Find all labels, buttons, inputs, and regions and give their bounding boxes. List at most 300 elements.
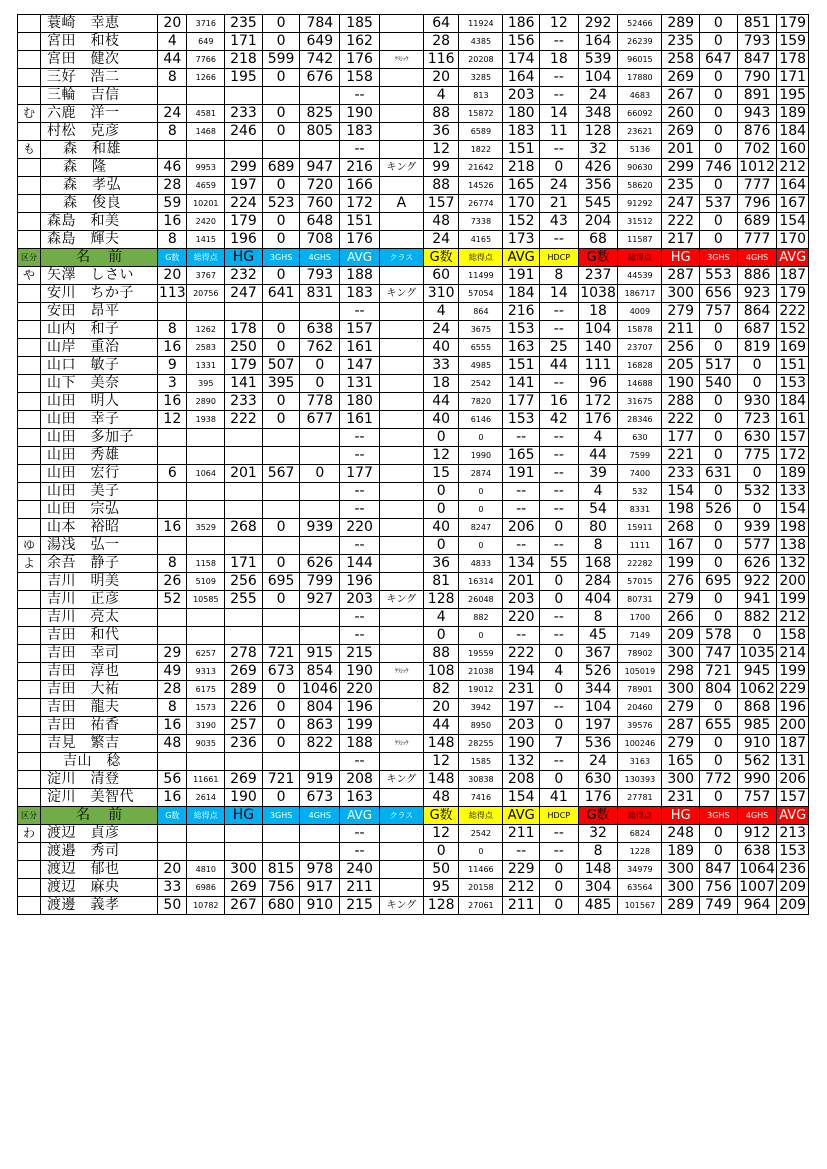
cell-3g-high-series <box>262 87 300 105</box>
cell-total-pins: 10585 <box>187 591 225 609</box>
cell-high-game-3: 235 <box>662 177 700 195</box>
cell-kana <box>18 357 41 375</box>
cell-high-game-3: 222 <box>662 411 700 429</box>
cell-games-3: 80 <box>578 519 618 537</box>
cell-4g-high-series <box>300 537 340 555</box>
cell-high-game-3: 287 <box>662 717 700 735</box>
cell-handicap: -- <box>539 609 578 627</box>
header-games-3: G数 <box>578 249 618 267</box>
cell-games-3: 197 <box>578 717 618 735</box>
cell-average-3: 198 <box>777 519 809 537</box>
cell-class: キング <box>379 771 423 789</box>
cell-class: キング <box>379 285 423 303</box>
cell-handicap: 44 <box>539 357 578 375</box>
cell-total-pins <box>187 483 225 501</box>
cell-games-2: 95 <box>423 879 459 897</box>
cell-handicap: 14 <box>539 285 578 303</box>
cell-3g-high-series: 523 <box>262 195 300 213</box>
cell-games-3: 8 <box>578 537 618 555</box>
cell-class <box>379 429 423 447</box>
cell-high-game <box>225 141 263 159</box>
cell-average-2: 194 <box>503 663 540 681</box>
cell-class <box>379 879 423 897</box>
header-games-2: G数 <box>423 807 459 825</box>
header-3ghs: 3GHS <box>262 807 300 825</box>
cell-kana <box>18 771 41 789</box>
cell-handicap: -- <box>539 825 578 843</box>
cell-high-game <box>225 627 263 645</box>
cell-kana: も <box>18 141 41 159</box>
cell-4g-high-series: 910 <box>300 897 340 915</box>
table-row <box>18 663 809 681</box>
cell-3g-high-series-3: 0 <box>700 483 738 501</box>
cell-total-pins: 649 <box>187 33 225 51</box>
cell-total-pins-3: 105019 <box>618 663 662 681</box>
cell-kana <box>18 609 41 627</box>
cell-3g-high-series <box>262 447 300 465</box>
cell-high-game-3: 300 <box>662 861 700 879</box>
cell-player-name: 山田 美子 <box>41 483 158 501</box>
cell-handicap: -- <box>539 465 578 483</box>
cell-total-pins-2: 1585 <box>459 753 503 771</box>
cell-average: 188 <box>340 735 380 753</box>
header-avg-3: AVG <box>777 249 809 267</box>
cell-total-pins-2: 27061 <box>459 897 503 915</box>
cell-games-3: 176 <box>578 411 618 429</box>
cell-average-2: 203 <box>503 87 540 105</box>
table-row <box>18 465 809 483</box>
cell-handicap: 8 <box>539 267 578 285</box>
cell-kana: ゆ <box>18 537 41 555</box>
cell-high-game: 300 <box>225 861 263 879</box>
cell-average: 183 <box>340 123 380 141</box>
cell-4g-high-series-3: 819 <box>737 339 777 357</box>
cell-handicap: -- <box>539 33 578 51</box>
cell-kana <box>18 195 41 213</box>
cell-average-2: 184 <box>503 285 540 303</box>
score-sheet <box>17 14 809 915</box>
cell-games: 50 <box>158 897 187 915</box>
cell-handicap: -- <box>539 627 578 645</box>
cell-3g-high-series: 0 <box>262 105 300 123</box>
cell-total-pins-3: 91292 <box>618 195 662 213</box>
cell-total-pins-2: 4985 <box>459 357 503 375</box>
cell-kana <box>18 393 41 411</box>
cell-total-pins-2: 14526 <box>459 177 503 195</box>
cell-total-pins-2: 3675 <box>459 321 503 339</box>
cell-games-3: 18 <box>578 303 618 321</box>
cell-average: -- <box>340 825 380 843</box>
cell-kana <box>18 177 41 195</box>
cell-3g-high-series-3: 0 <box>700 321 738 339</box>
cell-class: A <box>379 195 423 213</box>
cell-4g-high-series: 673 <box>300 789 340 807</box>
cell-kana <box>18 411 41 429</box>
cell-total-pins <box>187 843 225 861</box>
cell-games: 12 <box>158 411 187 429</box>
header-avg-2: AVG <box>503 249 540 267</box>
cell-kana <box>18 33 41 51</box>
cell-games-2: 81 <box>423 573 459 591</box>
cell-average-3: 158 <box>777 627 809 645</box>
cell-high-game: 171 <box>225 33 263 51</box>
cell-high-game-3: 300 <box>662 285 700 303</box>
cell-high-game-3: 279 <box>662 591 700 609</box>
cell-games: 16 <box>158 519 187 537</box>
cell-class <box>379 483 423 501</box>
cell-total-pins-2: 3285 <box>459 69 503 87</box>
cell-average-3: 196 <box>777 699 809 717</box>
cell-class <box>379 825 423 843</box>
cell-class <box>379 645 423 663</box>
table-row <box>18 717 809 735</box>
table-row <box>18 447 809 465</box>
cell-average-3: 159 <box>777 33 809 51</box>
cell-average-3: 209 <box>777 879 809 897</box>
cell-average: 190 <box>340 105 380 123</box>
cell-4g-high-series: 676 <box>300 69 340 87</box>
cell-4g-high-series: 760 <box>300 195 340 213</box>
cell-total-pins-3: 7599 <box>618 447 662 465</box>
cell-handicap: 0 <box>539 681 578 699</box>
cell-3g-high-series-3: 746 <box>700 159 738 177</box>
cell-total-pins <box>187 141 225 159</box>
cell-4g-high-series-3: 562 <box>737 753 777 771</box>
cell-kana <box>18 447 41 465</box>
cell-total-pins-3: 14688 <box>618 375 662 393</box>
cell-average-3: 169 <box>777 339 809 357</box>
cell-games-2: 24 <box>423 231 459 249</box>
cell-average-2: 220 <box>503 609 540 627</box>
cell-handicap: 0 <box>539 645 578 663</box>
cell-total-pins-3: 8331 <box>618 501 662 519</box>
cell-handicap: 24 <box>539 177 578 195</box>
cell-player-name: 三好 浩二 <box>41 69 158 87</box>
cell-3g-high-series <box>262 627 300 645</box>
cell-4g-high-series-3: 689 <box>737 213 777 231</box>
cell-kana <box>18 753 41 771</box>
table-row <box>18 771 809 789</box>
cell-games-2: 82 <box>423 681 459 699</box>
cell-average: 166 <box>340 177 380 195</box>
cell-4g-high-series-3: 626 <box>737 555 777 573</box>
cell-total-pins-2: 4833 <box>459 555 503 573</box>
cell-player-name: 山田 秀雄 <box>41 447 158 465</box>
table-row <box>18 177 809 195</box>
cell-3g-high-series-3: 631 <box>700 465 738 483</box>
cell-class <box>379 519 423 537</box>
cell-class <box>379 555 423 573</box>
cell-3g-high-series: 756 <box>262 879 300 897</box>
cell-average-2: 201 <box>503 573 540 591</box>
cell-total-pins-2: 21038 <box>459 663 503 681</box>
header-games-3: G数 <box>578 807 618 825</box>
cell-high-game <box>225 537 263 555</box>
cell-total-pins-2: 8247 <box>459 519 503 537</box>
cell-kana <box>18 879 41 897</box>
cell-handicap: -- <box>539 429 578 447</box>
cell-4g-high-series <box>300 825 340 843</box>
cell-total-pins: 2420 <box>187 213 225 231</box>
cell-games-3: 4 <box>578 483 618 501</box>
cell-3g-high-series-3: 0 <box>700 105 738 123</box>
cell-average-2: 222 <box>503 645 540 663</box>
cell-4g-high-series <box>300 843 340 861</box>
cell-3g-high-series-3: 0 <box>700 825 738 843</box>
cell-player-name: 渡辺 郁也 <box>41 861 158 879</box>
cell-high-game: 299 <box>225 159 263 177</box>
cell-handicap: 0 <box>539 879 578 897</box>
cell-games-2: 36 <box>423 123 459 141</box>
cell-average-2: 153 <box>503 321 540 339</box>
cell-total-pins: 1573 <box>187 699 225 717</box>
cell-total-pins: 3767 <box>187 267 225 285</box>
cell-high-game: 267 <box>225 897 263 915</box>
cell-total-pins: 1938 <box>187 411 225 429</box>
cell-kana <box>18 663 41 681</box>
cell-3g-high-series: 0 <box>262 789 300 807</box>
cell-player-name: 余吾 静子 <box>41 555 158 573</box>
cell-handicap: -- <box>539 375 578 393</box>
cell-games-3: 172 <box>578 393 618 411</box>
cell-total-pins-3: 3163 <box>618 753 662 771</box>
cell-average: -- <box>340 609 380 627</box>
cell-3g-high-series-3: 0 <box>700 411 738 429</box>
cell-games: 16 <box>158 393 187 411</box>
cell-high-game-3: 231 <box>662 789 700 807</box>
cell-average-2: 203 <box>503 717 540 735</box>
cell-4g-high-series <box>300 501 340 519</box>
cell-average-2: 132 <box>503 753 540 771</box>
cell-handicap: 12 <box>539 15 578 33</box>
cell-3g-high-series-3: 0 <box>700 69 738 87</box>
cell-total-pins: 7766 <box>187 51 225 69</box>
cell-3g-high-series: 721 <box>262 645 300 663</box>
cell-high-game: 269 <box>225 879 263 897</box>
table-row <box>18 195 809 213</box>
cell-average-2: 151 <box>503 141 540 159</box>
table-row <box>18 789 809 807</box>
cell-average: -- <box>340 87 380 105</box>
cell-handicap: -- <box>539 69 578 87</box>
cell-high-game: 195 <box>225 69 263 87</box>
cell-player-name: 安川 ちか子 <box>41 285 158 303</box>
cell-4g-high-series <box>300 483 340 501</box>
cell-average: 162 <box>340 33 380 51</box>
cell-3g-high-series-3: 656 <box>700 285 738 303</box>
cell-3g-high-series: 0 <box>262 231 300 249</box>
cell-average-2: -- <box>503 483 540 501</box>
cell-kana <box>18 699 41 717</box>
cell-kana <box>18 339 41 357</box>
cell-games-3: 284 <box>578 573 618 591</box>
table-row <box>18 51 809 69</box>
cell-games-3: 485 <box>578 897 618 915</box>
cell-games-2: 24 <box>423 321 459 339</box>
cell-total-pins: 1158 <box>187 555 225 573</box>
cell-average: 163 <box>340 789 380 807</box>
cell-games-3: 8 <box>578 843 618 861</box>
cell-total-pins-2: 11924 <box>459 15 503 33</box>
cell-high-game: 224 <box>225 195 263 213</box>
cell-high-game: 197 <box>225 177 263 195</box>
header-3ghs-3: 3GHS <box>700 249 738 267</box>
cell-games-3: 44 <box>578 447 618 465</box>
cell-high-game-3: 279 <box>662 735 700 753</box>
cell-high-game-3: 258 <box>662 51 700 69</box>
cell-games-2: 12 <box>423 141 459 159</box>
cell-total-pins-2: 2542 <box>459 375 503 393</box>
cell-average: 183 <box>340 285 380 303</box>
cell-average: 211 <box>340 879 380 897</box>
cell-total-pins-2: 4165 <box>459 231 503 249</box>
cell-games-3: 8 <box>578 609 618 627</box>
cell-4g-high-series: 854 <box>300 663 340 681</box>
cell-3g-high-series-3: 747 <box>700 645 738 663</box>
cell-games <box>158 429 187 447</box>
cell-average-2: 141 <box>503 375 540 393</box>
cell-games <box>158 141 187 159</box>
cell-average-2: 183 <box>503 123 540 141</box>
cell-games-3: 356 <box>578 177 618 195</box>
cell-high-game: 190 <box>225 789 263 807</box>
cell-total-pins-3: 17880 <box>618 69 662 87</box>
cell-games-2: 0 <box>423 627 459 645</box>
cell-high-game <box>225 483 263 501</box>
cell-average: 144 <box>340 555 380 573</box>
cell-games-2: 108 <box>423 663 459 681</box>
header-name: 名前 <box>41 807 158 825</box>
cell-total-pins: 6257 <box>187 645 225 663</box>
cell-4g-high-series-3: 985 <box>737 717 777 735</box>
cell-class <box>379 321 423 339</box>
cell-4g-high-series-3: 990 <box>737 771 777 789</box>
cell-high-game: 179 <box>225 357 263 375</box>
cell-high-game <box>225 825 263 843</box>
cell-total-pins <box>187 825 225 843</box>
cell-kana: わ <box>18 825 41 843</box>
cell-3g-high-series-3: 695 <box>700 573 738 591</box>
cell-class <box>379 15 423 33</box>
cell-handicap: -- <box>539 231 578 249</box>
cell-average: 176 <box>340 51 380 69</box>
cell-total-pins-3: 22282 <box>618 555 662 573</box>
cell-player-name: 淀川 清登 <box>41 771 158 789</box>
cell-games <box>158 501 187 519</box>
cell-average: 172 <box>340 195 380 213</box>
cell-total-pins-3: 1111 <box>618 537 662 555</box>
cell-high-game <box>225 609 263 627</box>
cell-average: -- <box>340 627 380 645</box>
cell-games: 24 <box>158 105 187 123</box>
cell-total-pins: 2583 <box>187 339 225 357</box>
cell-games <box>158 609 187 627</box>
cell-average-3: 184 <box>777 123 809 141</box>
cell-3g-high-series <box>262 843 300 861</box>
cell-class <box>379 123 423 141</box>
cell-total-pins-2: 7416 <box>459 789 503 807</box>
cell-total-pins-2: 15872 <box>459 105 503 123</box>
cell-games-2: 0 <box>423 537 459 555</box>
cell-total-pins <box>187 87 225 105</box>
cell-player-name: 山本 裕昭 <box>41 519 158 537</box>
cell-average-2: 211 <box>503 897 540 915</box>
cell-high-game: 250 <box>225 339 263 357</box>
header-3ghs: 3GHS <box>262 249 300 267</box>
cell-games-2: 36 <box>423 555 459 573</box>
cell-4g-high-series-3: 577 <box>737 537 777 555</box>
cell-total-pins-2: 26774 <box>459 195 503 213</box>
cell-games-3: 204 <box>578 213 618 231</box>
cell-3g-high-series <box>262 141 300 159</box>
cell-average-3: 199 <box>777 591 809 609</box>
cell-4g-high-series-3: 638 <box>737 843 777 861</box>
cell-class <box>379 339 423 357</box>
cell-class <box>379 303 423 321</box>
cell-total-pins: 10782 <box>187 897 225 915</box>
cell-kana <box>18 123 41 141</box>
table-row <box>18 555 809 573</box>
cell-total-pins: 1064 <box>187 465 225 483</box>
cell-kana <box>18 321 41 339</box>
cell-handicap: 42 <box>539 411 578 429</box>
cell-class: キング <box>379 897 423 915</box>
cell-3g-high-series-3: 0 <box>700 213 738 231</box>
cell-total-pins-2: 19012 <box>459 681 503 699</box>
cell-total-pins-3: 532 <box>618 483 662 501</box>
cell-games-2: 40 <box>423 339 459 357</box>
cell-average-2: 191 <box>503 267 540 285</box>
header-total: 総得点 <box>187 249 225 267</box>
cell-3g-high-series-3: 526 <box>700 501 738 519</box>
cell-games-2: 4 <box>423 609 459 627</box>
cell-3g-high-series: 0 <box>262 123 300 141</box>
cell-high-game-3: 276 <box>662 573 700 591</box>
table-row <box>18 879 809 897</box>
cell-3g-high-series <box>262 501 300 519</box>
cell-high-game-3: 267 <box>662 87 700 105</box>
cell-average-2: 151 <box>503 357 540 375</box>
cell-average-3: 161 <box>777 411 809 429</box>
cell-total-pins-2: 0 <box>459 537 503 555</box>
table-row <box>18 609 809 627</box>
cell-4g-high-series-3: 0 <box>737 465 777 483</box>
cell-total-pins-3: 23707 <box>618 339 662 357</box>
cell-player-name: 森島 輝夫 <box>41 231 158 249</box>
cell-total-pins-2: 19559 <box>459 645 503 663</box>
cell-kana: む <box>18 105 41 123</box>
cell-handicap: 43 <box>539 213 578 231</box>
cell-games: 44 <box>158 51 187 69</box>
cell-player-name: 宮田 健次 <box>41 51 158 69</box>
cell-3g-high-series-3: 0 <box>700 177 738 195</box>
cell-3g-high-series: 0 <box>262 519 300 537</box>
cell-games-3: 104 <box>578 69 618 87</box>
cell-handicap: 0 <box>539 573 578 591</box>
cell-class <box>379 33 423 51</box>
cell-4g-high-series-3: 876 <box>737 123 777 141</box>
header-hg: HG <box>225 249 263 267</box>
cell-kana <box>18 573 41 591</box>
cell-games: 29 <box>158 645 187 663</box>
cell-total-pins-3: 100246 <box>618 735 662 753</box>
cell-player-name: 六鹿 洋一 <box>41 105 158 123</box>
cell-player-name: 森 和雄 <box>41 141 158 159</box>
cell-4g-high-series: 863 <box>300 717 340 735</box>
cell-average-3: 187 <box>777 735 809 753</box>
header-kubun: 区分 <box>18 249 41 267</box>
cell-4g-high-series-3: 0 <box>737 375 777 393</box>
